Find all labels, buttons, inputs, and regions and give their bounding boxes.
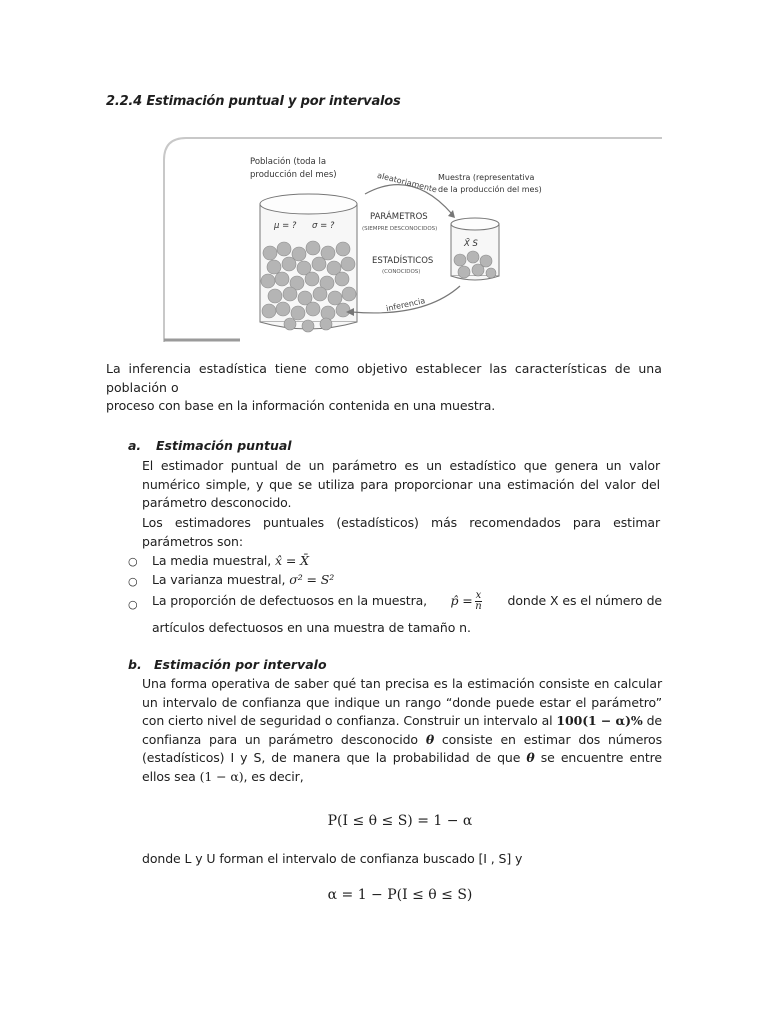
estimator-mean-text: La media muestral, [152, 553, 272, 568]
population-label-line1: Población (toda la [250, 157, 327, 167]
theta-symbol-2: θ [526, 750, 535, 765]
section-a-marker: a. [128, 438, 142, 453]
estimator-variance [152, 571, 334, 590]
population-label-line2: producción del mes) [250, 170, 337, 180]
section-a-para1: El estimador puntual de un parámetro es un estadístico que genera un valor numérico simple, y que se utiliza para proporcionar una estimación del valor del parámetro desconocido. [142, 458, 660, 510]
section-heading: 2.2.4 Estimación puntual y por intervalos [106, 94, 401, 109]
inference-diagram [162, 136, 662, 342]
mu-label: μ = ? [274, 221, 297, 231]
section-b-after-text: donde L y U forman el intervalo de confianza buscado [I , S] y [142, 851, 523, 866]
intro-line2: proceso con base en la información contenida en una muestra. [106, 398, 496, 413]
intro-line1: La inferencia estadística tiene como objetivo establecer las características de una población o [106, 361, 662, 395]
estimator-variance-text: La varianza muestral, [152, 572, 286, 587]
statistics-label: ESTADÍSTICOS [372, 256, 434, 266]
estimator-proportion-line2: artículos defectuosos en una muestra de tamaño n. [152, 620, 471, 635]
intro-paragraph [106, 360, 662, 416]
theta-symbol-1: θ [425, 731, 435, 747]
equation-alpha: α = 1 − P(I ≤ θ ≤ S) [327, 887, 473, 903]
inference-label: inferencia [385, 296, 426, 314]
random-label: aleatoriamente [376, 170, 438, 195]
diagram-frame [164, 138, 662, 342]
one-minus-alpha: (1 − α) [199, 768, 244, 784]
parameters-note: (SIEMPRE DESCONOCIDOS) [362, 226, 438, 232]
section-b-paragraph [142, 675, 662, 786]
estimator-mean [152, 552, 309, 571]
sample-label-line2: de la producción del mes) [438, 185, 542, 194]
statistics-note: (CONOCIDOS) [382, 269, 421, 275]
estimator-proportion-text-b: donde X es el número de [507, 593, 662, 609]
section-b-text3: consiste en estimar dos números (estadísticos) I y S, de manera que la probabilidad de que [142, 731, 663, 765]
estimator-variance-formula: σ² = S² [289, 572, 335, 587]
estimator-mean-formula: x̂ = X̄ [275, 553, 309, 568]
sample-label-line1: Muestra (representativa [438, 173, 535, 182]
estimator-proportion [152, 591, 662, 612]
estimator-proportion-formula: p̂ = [450, 593, 473, 609]
section-a-para2: Los estimadores puntuales (estadísticos) más recomendados para estimar parámetros son: [142, 515, 660, 549]
section-b-text4: se encuentre entre ellos sea [142, 750, 663, 784]
sample-cylinder [451, 218, 499, 280]
section-b-text5: , es decir, [243, 768, 304, 784]
sigma-label: σ = ? [312, 221, 335, 231]
estimator-proportion-text: La proporción de defectuosos en la muestra, [152, 593, 428, 609]
population-cylinder [260, 194, 357, 332]
section-a-title: Estimación puntual [156, 438, 292, 453]
parameters-label: PARÁMETROS [370, 212, 428, 222]
section-b-text2: de confianza para un parámetro desconocido [142, 713, 663, 747]
fraction-denominator: n [475, 601, 482, 612]
sample-stats-label: X̄ S [464, 239, 478, 249]
bullet-3: ○ [128, 598, 138, 611]
section-b-title: Estimación por intervalo [154, 657, 327, 672]
section-b-text1: Una forma operativa de saber qué tan precisa es la estimación consiste en calcular un intervalo de confianza que indique un rango “donde puede estar el parámetro” con cierto nivel de seguridad o confianza. Construir un intervalo al [142, 676, 662, 728]
confidence-level-formula: 100(1 − α)% [556, 713, 643, 728]
bullet-2: ○ [128, 575, 138, 588]
equation-probability: P(I ≤ θ ≤ S) = 1 − α [327, 813, 473, 829]
proportion-fraction [475, 591, 483, 612]
bullet-1: ○ [128, 555, 138, 568]
fraction-numerator: x [475, 590, 482, 601]
section-b-marker: b. [128, 657, 142, 672]
